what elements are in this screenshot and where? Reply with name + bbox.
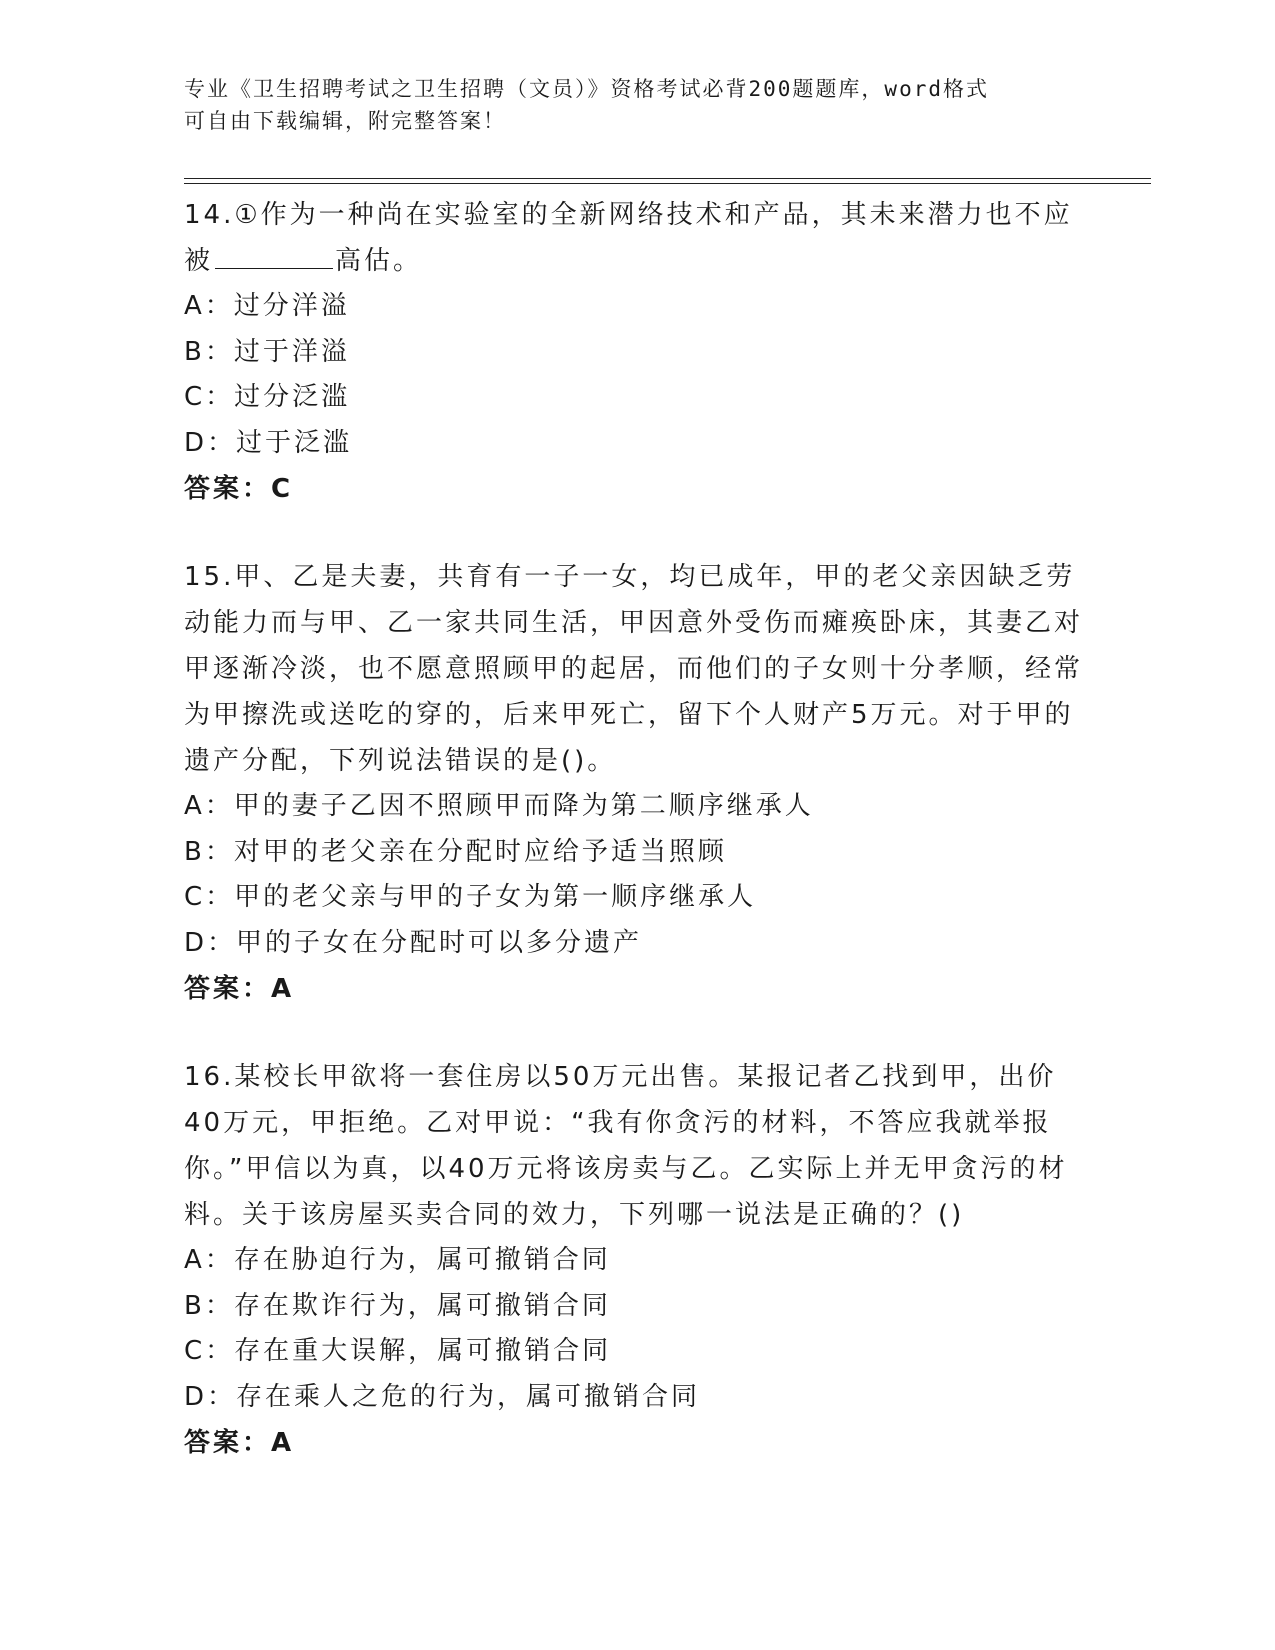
option-d: D：存在乘人之危的行为，属可撤销合同 — [184, 1381, 701, 1412]
question-list — [184, 192, 1084, 1508]
option-b: B：过于洋溢 — [184, 336, 350, 367]
question-stem: 15.甲、乙是夫妻，共育有一子一女，均已成年，甲的老父亲因缺乏劳动能力而与甲、乙一家共同生活，甲因意外受伤而瘫痪卧床，其妻乙对甲逐渐冷淡，也不愿意照顾甲的起居，而他们的子女则十分孝顺，经常为甲擦洗或送吃的穿的，后来甲死亡，留下个人财产5万元。对于甲的遗产分配，下列说法错误的是()。 — [184, 562, 1084, 776]
answer: 答案：A — [184, 974, 295, 1004]
option-a: A：过分洋溢 — [184, 291, 350, 321]
header-line-2: 可自由下载编辑，附完整答案！ — [184, 109, 506, 133]
option-c: C：过分泛滥 — [184, 382, 351, 412]
header-line-1: 专业《卫生招聘考试之卫生招聘（文员）》资格考试必背200题题库，word格式 — [184, 77, 989, 101]
option-c: C：甲的老父亲与甲的子女为第一顺序继承人 — [184, 882, 757, 912]
question-stem-text-after-blank: 高估。 — [335, 246, 423, 276]
answer: 答案：C — [184, 474, 294, 504]
question-16 — [184, 1054, 1084, 1466]
header-divider-top — [184, 178, 1151, 179]
document-header — [184, 73, 1064, 137]
option-d: D：甲的子女在分配时可以多分遗产 — [184, 927, 643, 958]
option-a: A：甲的妻子乙因不照顾甲而降为第二顺序继承人 — [184, 791, 814, 821]
question-stem — [184, 192, 1084, 284]
question-15 — [184, 554, 1084, 1012]
option-b: B：存在欺诈行为，属可撤销合同 — [184, 1290, 611, 1321]
option-c: C：存在重大误解，属可撤销合同 — [184, 1336, 612, 1366]
question-stem-text: 14.①作为一种尚在实验室的全新网络技术和产品，其未来潜力也不应被 — [184, 200, 1073, 276]
option-d: D：过于泛滥 — [184, 427, 353, 458]
option-b: B：对甲的老父亲在分配时应给予适当照顾 — [184, 836, 727, 867]
header-divider-bottom — [184, 183, 1151, 184]
answer: 答案：A — [184, 1428, 295, 1458]
option-a: A：存在胁迫行为，属可撤销合同 — [184, 1245, 611, 1275]
question-stem: 16.某校长甲欲将一套住房以50万元出售。某报记者乙找到甲，出价40万元，甲拒绝。乙对甲说：“我有你贪污的材料，不答应我就举报你。”甲信以为真，以40万元将该房卖与乙。乙实际上并无甲贪污的材料。关于该房屋买卖合同的效力，下列哪一说法是正确的？() — [184, 1062, 1068, 1230]
question-14 — [184, 192, 1084, 512]
fill-in-blank — [215, 248, 333, 269]
